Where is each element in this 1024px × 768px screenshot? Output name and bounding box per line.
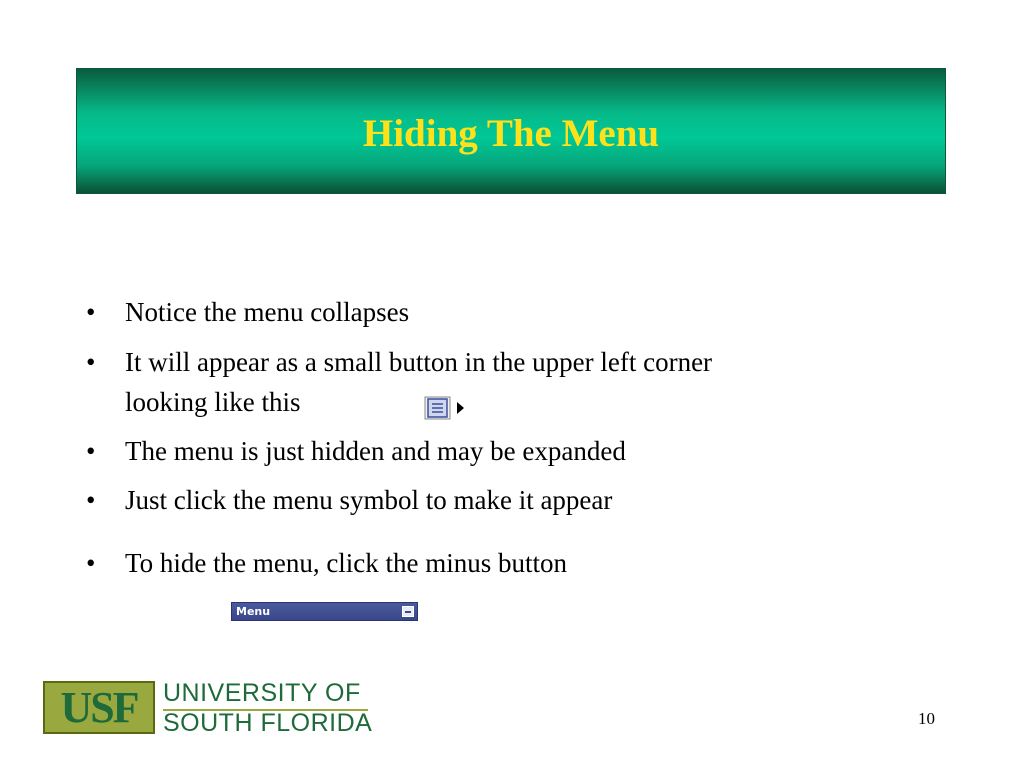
bullet-marker: • <box>86 347 96 377</box>
bullet-marker: • <box>86 297 96 327</box>
title-banner <box>76 68 946 194</box>
bullet-text: It will appear as a small button in the upper left corner <box>125 347 713 377</box>
logo-text-line2: SOUTH FLORIDA <box>163 709 373 737</box>
usf-logo-mark <box>43 681 155 734</box>
usf-logo <box>43 679 373 739</box>
bullet-text: Notice the menu collapses <box>125 297 410 327</box>
minus-icon <box>402 606 414 617</box>
bullet-marker: • <box>86 548 96 578</box>
menu-bar-example <box>231 602 418 621</box>
logo-text-line1: UNIVERSITY OF <box>163 679 361 707</box>
bullet-marker: • <box>86 485 96 515</box>
bullet-marker: • <box>86 436 96 466</box>
slide-title: Hiding The Menu <box>362 111 660 155</box>
bullet-text: To hide the menu, click the minus button <box>125 548 568 578</box>
menu-bar-label: Menu <box>236 605 271 618</box>
bullet-text: The menu is just hidden and may be expanded <box>125 436 626 466</box>
bullet-text-continued <box>125 382 301 422</box>
menu-expand-icon <box>424 391 472 415</box>
bullet-text: Just click the menu symbol to make it appear <box>125 485 613 515</box>
usf-acronym: USF <box>60 683 138 732</box>
page-number: 10 <box>918 709 935 728</box>
bullet-text-line2: looking like this <box>125 387 301 417</box>
